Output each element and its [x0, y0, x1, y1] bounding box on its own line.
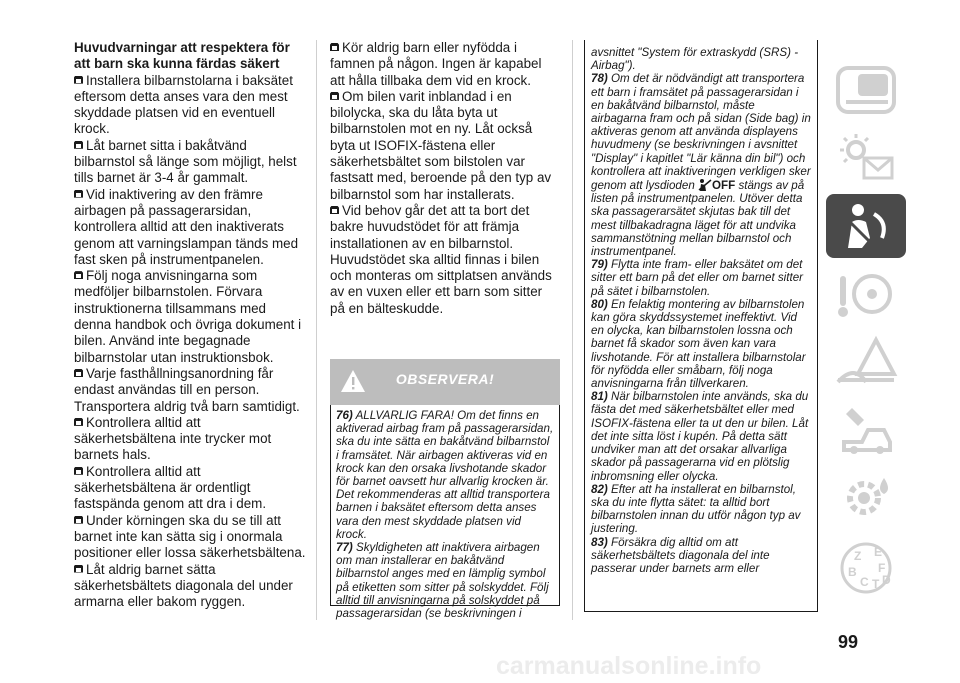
- chapter-sidebar: [826, 58, 910, 602]
- note-title: OBSERVERA!: [395, 371, 495, 387]
- note-text: En felaktig montering av bilbarnstolen kan göra skyddssystemet ineffektivt. Vid en olycka, kan bilbarnstolen lossna och barnet få skador som även kan vara livshotande. För att installera bilbarnstolar för nyfödda eller småbarn, följ noga anvisningarna från tillverkaren.: [591, 297, 806, 391]
- index-letter: E: [874, 545, 883, 559]
- note-item: [591, 483, 813, 536]
- paragraph-text: Kontrollera alltid att säkerhetsbältena är ordentligt fastspända genom att dra i dem.: [74, 463, 267, 512]
- column-1-body: [74, 73, 306, 611]
- car-info-icon: [834, 62, 898, 118]
- note-text: När bilbarnstolen inte används, ska du fästa det med säkerhetsbältet eller med ISOFIX-fästena eller ta ut den ur bilen. Låt det inte sitta löst i kupén. På detta sätt undviker man att det orsakar allvarliga skador på passagerarna vid en plötslig inbromsning eller olycka.: [591, 390, 809, 483]
- note-item: [336, 541, 554, 620]
- wrench-car-icon: [834, 402, 898, 458]
- note-number: 78): [591, 72, 608, 86]
- index-letter: F: [878, 561, 886, 575]
- paragraph-text: Låt barnet sitta i bakåtvänd bilbarnstol så länge som möjligt, helst tills barnet är 3-4 år gammalt.: [74, 137, 297, 186]
- paragraph-text: Vid behov går det att ta bort det bakre huvudstödet för att främja installationen av en bilbarnstol. Huvudstödet ska alltid finnas i bilen och monteras om sittplatsen används av en vuxen eller ett barn som sitter på en bälteskudde.: [330, 202, 552, 316]
- column-2: [330, 40, 560, 317]
- tab-technical-data[interactable]: [826, 466, 906, 530]
- note-item: [591, 72, 813, 258]
- bullet-icon: [74, 418, 83, 427]
- bullet-icon: [74, 467, 83, 476]
- note-text: Flytta inte fram- eller baksätet om det sitter ett barn på det eller om barnet sitter på sätet i bilbarnstolen.: [591, 258, 804, 298]
- note-text: Om det är nödvändigt att transportera ett barn i framsätet på passagerarsidan i en bakåtvänd bilbarnstol, måste airbagarna fram och på sidan (Side bag) in aktiveras genom att använda displayens huvudmeny (se beskrivningen i avsnittet "Display" i kapitlet "Lär känna din bil") och kontrollera att inaktiveringen verkligen sker genom att lysdioden: [591, 72, 811, 193]
- note-item: [591, 298, 813, 390]
- tab-lights-mail[interactable]: [826, 126, 906, 190]
- note-number: 77): [336, 541, 353, 555]
- bullet-paragraph: [74, 187, 306, 268]
- lamp-off-label: OFF: [712, 179, 736, 193]
- page-number: 99: [838, 632, 859, 652]
- bullet-icon: [74, 190, 83, 199]
- bullet-paragraph: [74, 73, 306, 138]
- airbag-off-lamp-icon: [698, 178, 712, 192]
- note-number: 82): [591, 482, 608, 496]
- note-item: [591, 536, 813, 576]
- bullet-paragraph: [330, 89, 560, 203]
- column-3-body: [591, 72, 813, 575]
- index-letter: Z: [854, 549, 862, 563]
- note-text: stängs av på listen på instrumentpanelen. Utöver detta ska passagerarsätet skjutas bak till det mest tillbakadragna läget för att undvika sammanstötning mellan bilbarnstol och instrumentpanel.: [591, 179, 805, 259]
- observera-note-box: [330, 360, 560, 621]
- column-divider: [316, 40, 317, 620]
- section-heading: Huvudvarningar att respektera för att barn ska kunna färdas säkert: [74, 40, 290, 72]
- key-steering-icon: [834, 266, 898, 322]
- column-divider: [572, 40, 573, 620]
- index-letter: D: [882, 573, 891, 587]
- gear-drop-icon: [834, 470, 898, 526]
- tab-car-info[interactable]: [826, 58, 906, 122]
- bullet-icon: [74, 141, 83, 150]
- bullet-icon: [74, 76, 83, 85]
- bullet-paragraph: [74, 268, 306, 366]
- notes-intro: avsnittet "System för extraskydd (SRS) - Airbag").: [591, 46, 799, 73]
- column-1: [74, 40, 306, 610]
- seatbelt-safety-icon: [834, 198, 898, 254]
- paragraph-text: Följ noga anvisningarna som medföljer bilbarnstolen. Förvara instruktionerna tillsammans med denna handbok och övriga dokument i bilen. Använd inte begagnade bilbarnstolar utan instruktionsbok.: [74, 268, 302, 365]
- paragraph-text: Installera bilbarnstolarna i baksätet eftersom detta anses vara den mest skyddade platsen vid en eventuell krock.: [74, 72, 293, 137]
- paragraph-text: Kontrollera alltid att säkerhetsbältena inte trycker mot barnets hals.: [74, 414, 272, 463]
- tab-safety[interactable]: [826, 194, 906, 258]
- bullet-paragraph: [74, 415, 306, 464]
- bullet-paragraph: [74, 562, 306, 611]
- bullet-paragraph: [74, 513, 306, 562]
- bullet-paragraph: [74, 138, 306, 187]
- note-header: [330, 359, 560, 405]
- tab-emergency[interactable]: [826, 330, 906, 394]
- paragraph-text: Varje fasthållningsanordning får endast användas till en person. Transportera aldrig två barn samtidigt.: [74, 365, 300, 414]
- paragraph-text: Under körningen ska du se till att barnet inte kan sätta sig i onormala positioner eller lossa säkerhetsbältena.: [74, 512, 306, 561]
- note-number: 76): [336, 409, 353, 422]
- index-letter: B: [848, 565, 857, 579]
- note-number: 80): [591, 297, 608, 311]
- paragraph-text: Om bilen varit inblandad i en bilolycka, ska du låta byta ut bilbarnstolen mot en ny. Låt också byta ut ISOFIX-fästena eller säkerhetsbältet som bilstolen var fastsatt med, beroende på den typ av bilbarnstol som har installerats.: [330, 88, 552, 202]
- note-text: Skyldigheten att inaktivera airbagen om man installerar en bakåtvänd bilbarnstol anges med en lämplig symbol på etiketten som sitter på solskyddet. Följ alltid till anvisningarna på solskyddet på passagerarsidan (se beskrivningen i: [336, 541, 549, 621]
- bullet-icon: [74, 271, 83, 280]
- note-number: 79): [591, 258, 608, 272]
- tab-starting-driving[interactable]: [826, 262, 906, 326]
- note-content: [331, 405, 559, 620]
- index-letter: C: [860, 575, 869, 589]
- note-item: [336, 409, 554, 541]
- bullet-icon: [74, 369, 83, 378]
- paragraph-text: Vid inaktivering av den främre airbagen på passagerarsidan, kontrollera alltid att den inaktiverats genom att varningslampan tänds med fast sken på instrumentpanelen.: [74, 186, 299, 267]
- alphabet-index-icon: [834, 538, 898, 594]
- tab-index[interactable]: [826, 534, 906, 598]
- note-text: Efter att ha installerat en bilbarnstol, ska du inte flytta sätet: ta alltid bort bilbarnstolen innan du utför någon typ av justering.: [591, 482, 801, 536]
- note-number: 81): [591, 390, 608, 404]
- bullet-icon: [330, 92, 339, 101]
- column-2-body: [330, 40, 560, 317]
- paragraph-text: Låt aldrig barnet sätta säkerhetsbältets diagonala del under armarna eller bakom ryggen.: [74, 561, 293, 610]
- note-item: [591, 258, 813, 298]
- warning-road-icon: [834, 334, 898, 390]
- lights-mail-icon: [834, 130, 898, 186]
- bullet-icon: [74, 516, 83, 525]
- watermark: carmanualsonline.info: [496, 652, 762, 680]
- bullet-icon: [330, 206, 339, 215]
- bullet-paragraph: [74, 366, 306, 415]
- paragraph-text: Kör aldrig barn eller nyfödda i famnen på någon. Ingen är kapabel att hålla tillbaka dem vid en krock.: [330, 40, 542, 88]
- index-letter: T: [872, 577, 880, 591]
- bullet-icon: [74, 565, 83, 574]
- note-text: ALLVARLIG FARA! Om det finns en aktiverad airbag fram på passagerarsidan, ska du inte sätta en bakåtvänd bilbarnstol i framsätet. När airbagen aktiveras vid en krock kan den orsaka livshotande skador för barnet oavsett hur allvarlig krocken är. Det rekommenderas att alltid transportera barnen i baksätet eftersom detta anses vara den mest skyddade platsen vid krock.: [336, 409, 554, 541]
- column-3-notes: [584, 40, 818, 612]
- note-number: 83): [591, 535, 608, 549]
- bullet-icon: [330, 43, 339, 52]
- note-item: [591, 390, 813, 482]
- bullet-paragraph: [330, 203, 560, 317]
- note-text: Försäkra dig alltid om att säkerhetsbältets diagonala del inte passerar under barnets arm eller: [591, 535, 770, 575]
- bullet-paragraph: [330, 40, 560, 89]
- tab-maintenance[interactable]: [826, 398, 906, 462]
- bullet-paragraph: [74, 464, 306, 513]
